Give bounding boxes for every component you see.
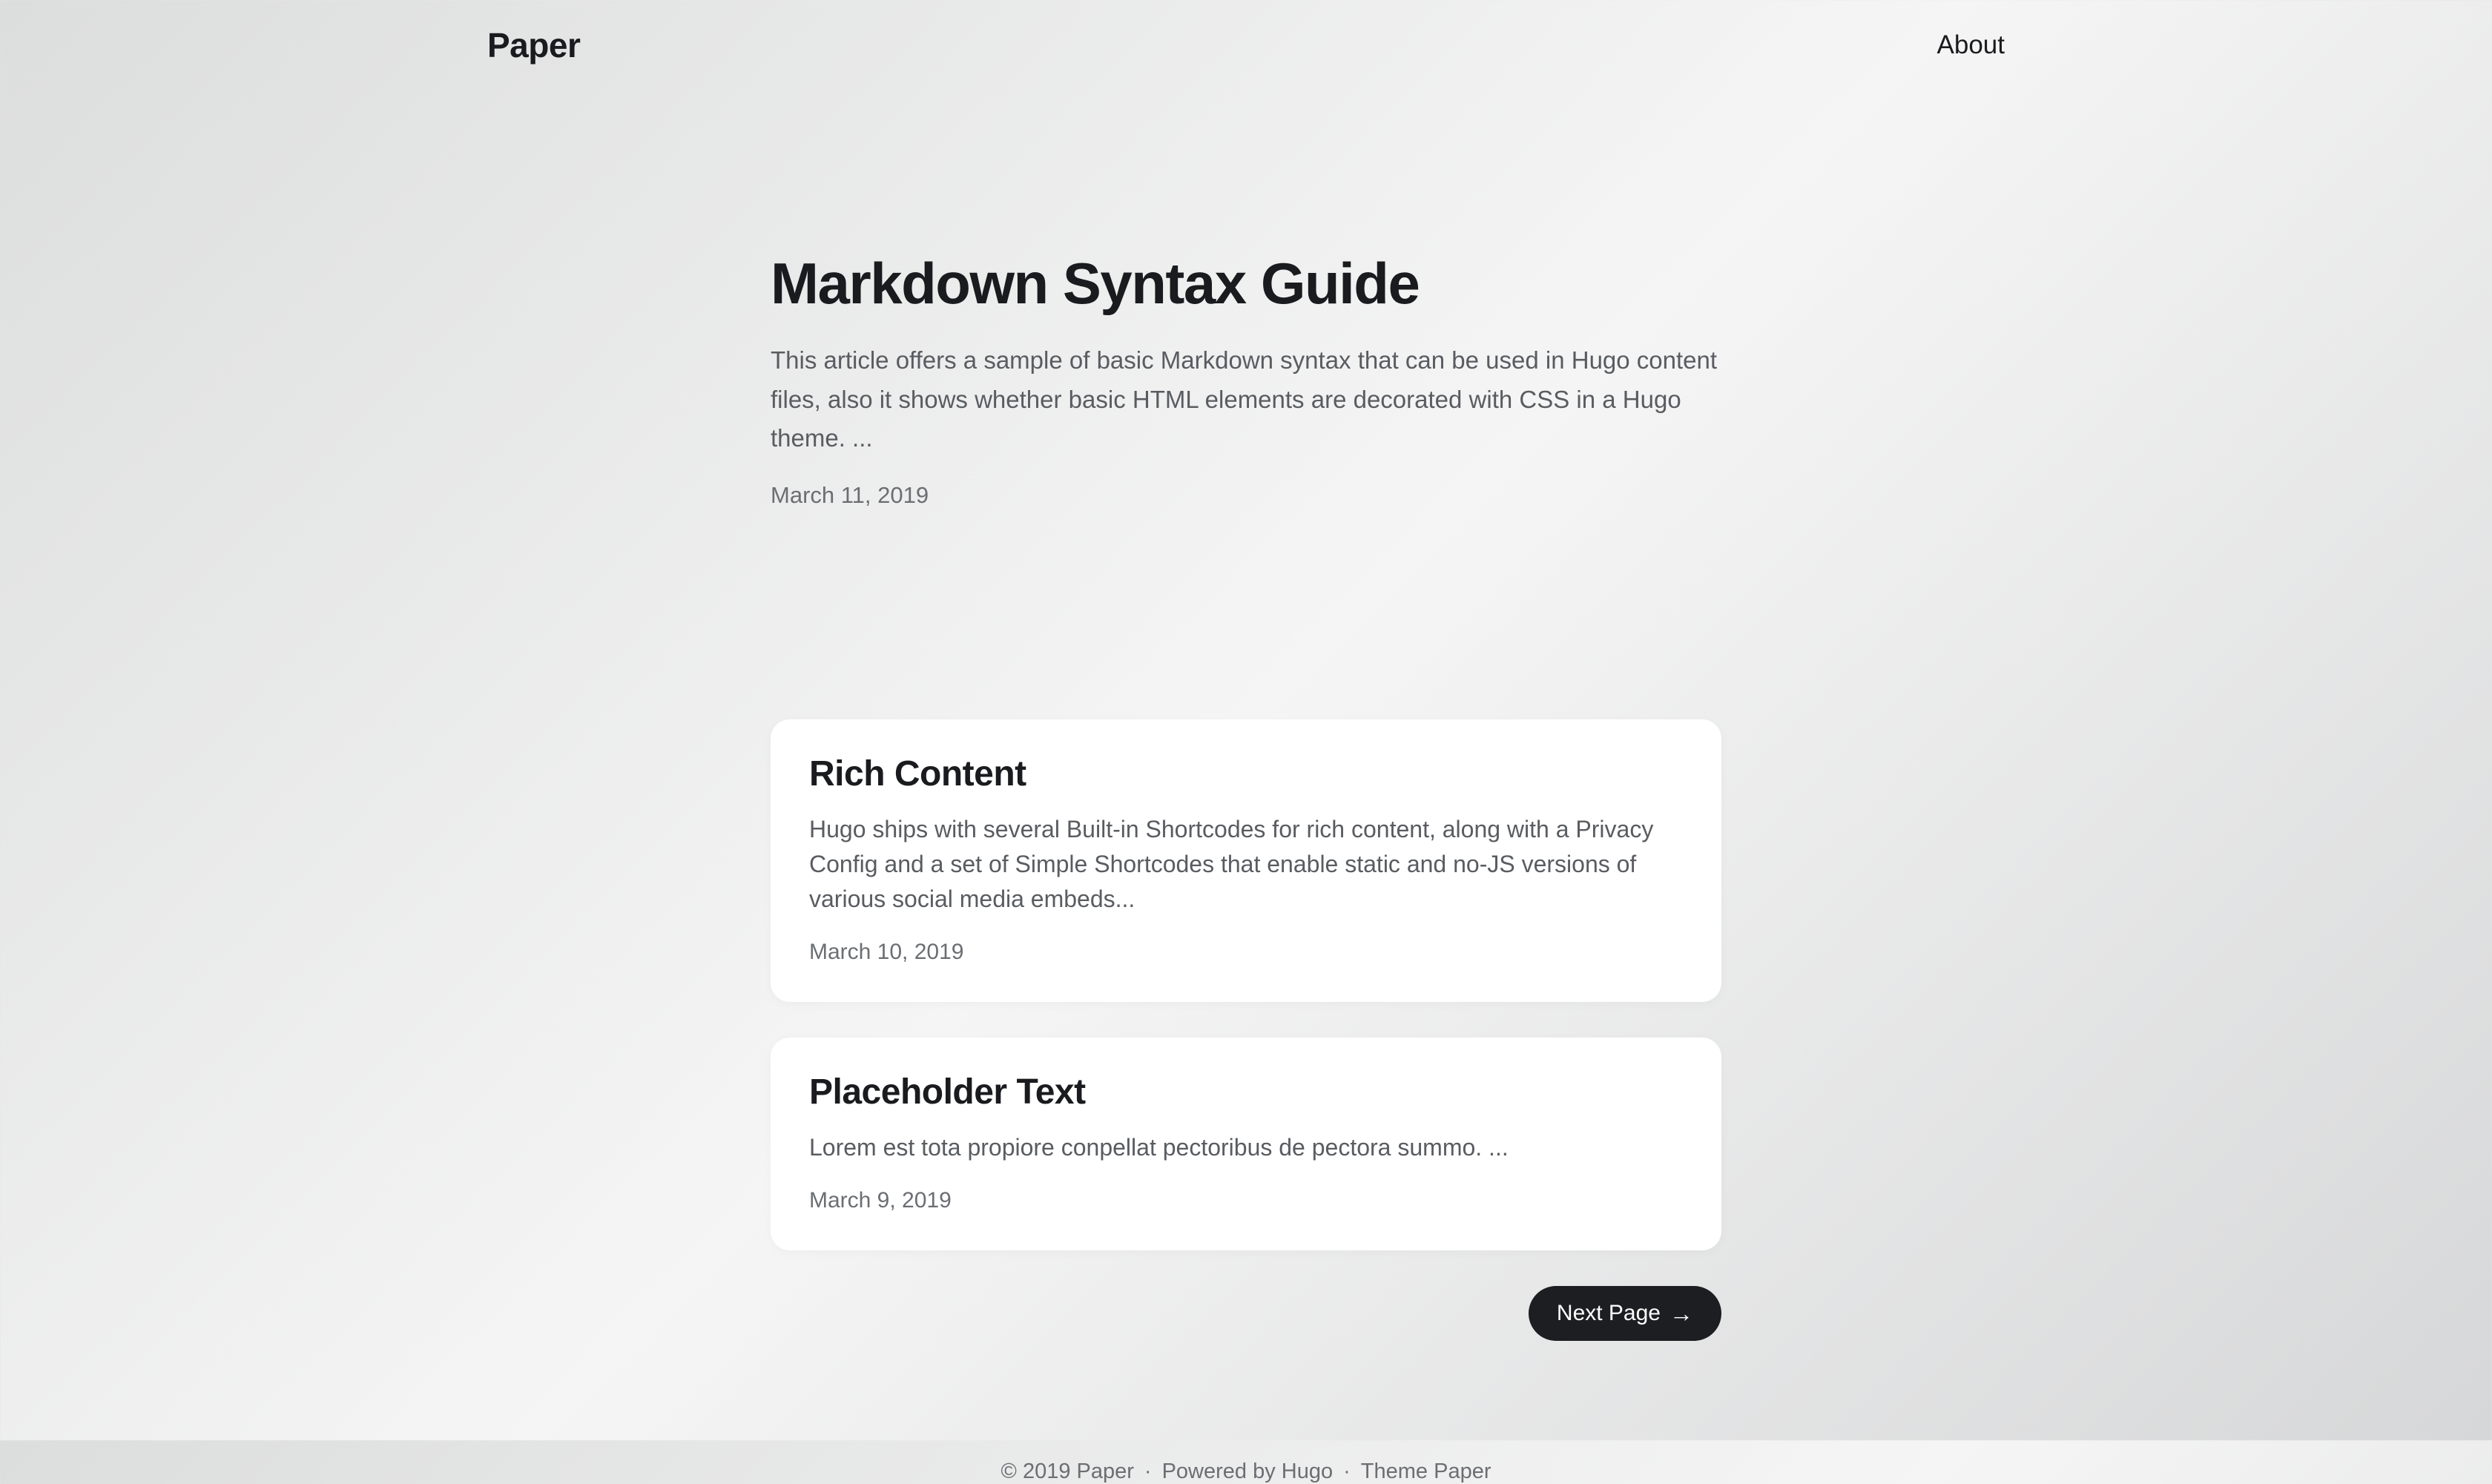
site-header (0, 0, 2492, 90)
arrow-right-icon: → (1669, 1299, 1693, 1327)
footer-copyright: © 2019 Paper (1001, 1459, 1134, 1483)
footer-separator: · (1144, 1459, 1152, 1483)
pagination (771, 1286, 1721, 1341)
featured-post-date: March 11, 2019 (771, 482, 929, 509)
post-date: March 10, 2019 (809, 939, 964, 964)
site-logo[interactable]: Paper (487, 26, 581, 65)
header-nav (1937, 30, 2005, 60)
footer-theme-link[interactable]: Theme Paper (1360, 1459, 1491, 1483)
post-summary: Hugo ships with several Built-in Shortcodes for rich content, along with a Privacy Config and a set of Simple Shortcodes that enable static and no-JS versions of various social media embeds... (809, 815, 1654, 912)
main-content (771, 252, 1721, 1341)
post-summary: Lorem est tota propiore conpellat pectoribus de pectora summo. ... (809, 1133, 1509, 1161)
featured-post-title[interactable]: Markdown Syntax Guide (771, 251, 1420, 316)
post-list (771, 719, 1721, 1250)
post-card-placeholder-text[interactable] (771, 1038, 1721, 1250)
footer-separator: · (1343, 1459, 1351, 1483)
post-title[interactable]: Placeholder Text (809, 1072, 1086, 1112)
next-page-button[interactable] (1529, 1286, 1721, 1341)
nav-link-about[interactable]: About (1936, 30, 2005, 59)
post-date: March 9, 2019 (809, 1187, 952, 1213)
featured-post-summary: This article offers a sample of basic Markdown syntax that can be used in Hugo content files, also it shows whether basic HTML elements are decorated with CSS in a Hugo theme. ... (771, 346, 1718, 452)
post-card-rich-content[interactable] (771, 719, 1721, 1002)
footer-powered-by-link[interactable]: Powered by Hugo (1161, 1459, 1334, 1483)
site-footer (0, 1460, 2492, 1484)
featured-post (771, 252, 1721, 513)
post-title[interactable]: Rich Content (809, 754, 1026, 794)
next-page-label: Next Page (1556, 1300, 1661, 1325)
